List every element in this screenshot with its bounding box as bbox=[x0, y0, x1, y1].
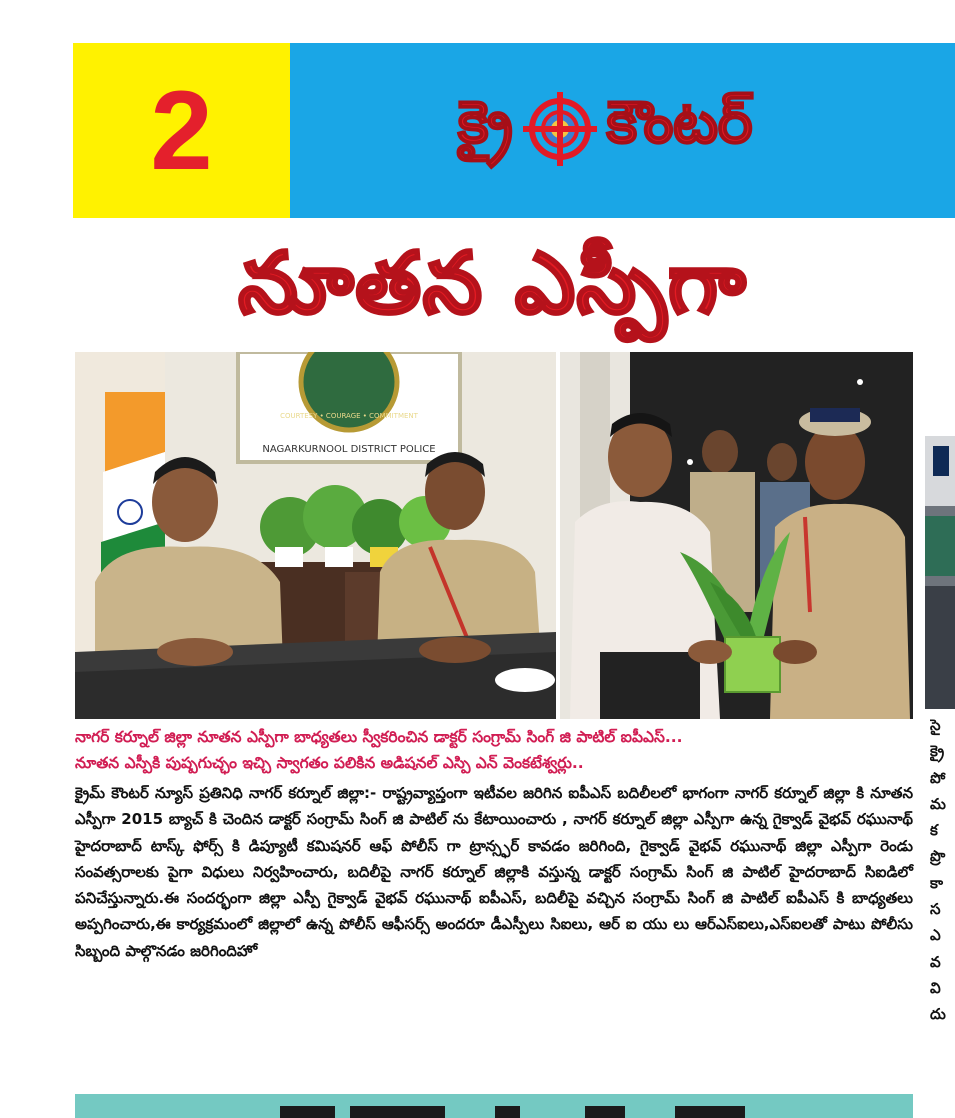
side-line: పో bbox=[930, 768, 946, 787]
side-line: వ bbox=[930, 952, 941, 971]
side-line: మ bbox=[930, 794, 946, 813]
photo-plant-handover bbox=[560, 352, 913, 719]
brand-logo bbox=[458, 81, 752, 177]
brand-band bbox=[290, 43, 955, 218]
crosshair-icon bbox=[523, 92, 597, 166]
side-line: ఎ bbox=[930, 926, 941, 945]
article-body: క్రైమ్ కౌంటర్ న్యూస్ ప్రతినిధి నాగర్ కర్నూల్ జిల్లా:- రాష్ట్రవ్యాప్తంగా ఇటీవల జరిగిన ఐపీఎస్ బదిలీలలో భాగంగా నాగర్ కర్నూల్ జిల్లా కి నూతన ఎస్పీగా 2015 బ్యాచ్ కి చెందిన డాక్టర్ సంగ్రామ్ సింగ్ జి పాటిల్ ను కేటాయించారు , నాగర్ కర్నూల్ జిల్లా ఎస్పీగా ఉన్న గైక్వాడ్ వైభవ్ రఘునాథ్ హైదరాబాద్ టాస్క్ ఫోర్స్ కి డిప్యూటీ కమిషనర్ ఆఫ్ పోలీస్ గా ట్రాన్స్ఫర్ కావడం జరిగింది, గైక్వాడ్ వైభవ్ రఘునాథ్ జిల్లా ఎస్పీగా రెండు సంవత్సరాలకు పైగా విధులు నిర్వహించారు, బదిలీపై నాగర్ కర్నూల్ జిల్లాకి వస్తున్న డాక్టర్ సంగ్రామ్ సింగ్ జి పాటిల్ హైదరాబాద్ సిఐడిలో పనిచేస్తున్నారు.ఈ సందర్భంగా జిల్లా ఎస్పీ గైక్వాడ్ వైభవ్ రఘునాథ్ ఐపీఎస్, బదిలీపై వచ్చిన సంగ్రామ్ సింగ్ జి పాటిల్ ఐపీఎస్ కి బాధ్యతలు అప్పగించారు,ఈ కార్యక్రమంలో జిల్లాలో ఉన్న పోలీస్ ఆఫీసర్స్ అందరూ డీఎస్పీలు సిఐలు, ఆర్ ఐ యు లు ఆర్ఎస్ఐలు,ఎస్ఐలతో పాటు పోలీసు సిబ్బంది పాల్గొనడం జరిగిందిహో bbox=[75, 784, 913, 960]
side-line: వి bbox=[930, 978, 941, 997]
side-line: క్రై bbox=[930, 742, 945, 761]
brand-right: కౌంటర్ bbox=[606, 87, 753, 156]
caption-line-1: నాగర్ కర్నూల్ జిల్లా నూతన ఎస్పీగా బాధ్యతలు స్వీకరించిన డాక్టర్ సంగ్రామ్ సింగ్ జి పాటిల్ ఐపీఎస్... bbox=[75, 728, 683, 746]
side-line: ప్రొ bbox=[930, 847, 946, 866]
next-story-band bbox=[75, 1094, 913, 1118]
side-line: కా bbox=[930, 873, 944, 892]
side-line: దు bbox=[930, 1005, 946, 1024]
photo-office-meeting bbox=[75, 352, 556, 719]
masthead bbox=[73, 43, 955, 218]
photo-cropped-edge bbox=[925, 436, 955, 709]
office-sign-text: NAGARKURNOOL DISTRICT POLICE bbox=[262, 444, 436, 455]
brand-left: క్రై bbox=[458, 87, 513, 156]
headline: నూతన ఎస్పీగా bbox=[238, 234, 748, 332]
side-line: స bbox=[930, 900, 941, 919]
caption-line-2: నూతన ఎస్పీకి పుష్పగుచ్ఛం ఇచ్చి స్వాగతం పలికిన అడిషనల్ ఎస్పి ఎన్ వెంకటేశ్వర్లు.. bbox=[75, 754, 584, 772]
emblem-text: COURTESY • COURAGE • COMMITMENT bbox=[280, 412, 418, 420]
side-line: క bbox=[930, 821, 938, 840]
side-column-text bbox=[930, 712, 955, 1112]
side-line: సై bbox=[930, 716, 941, 734]
page-number: 2 bbox=[73, 43, 290, 218]
